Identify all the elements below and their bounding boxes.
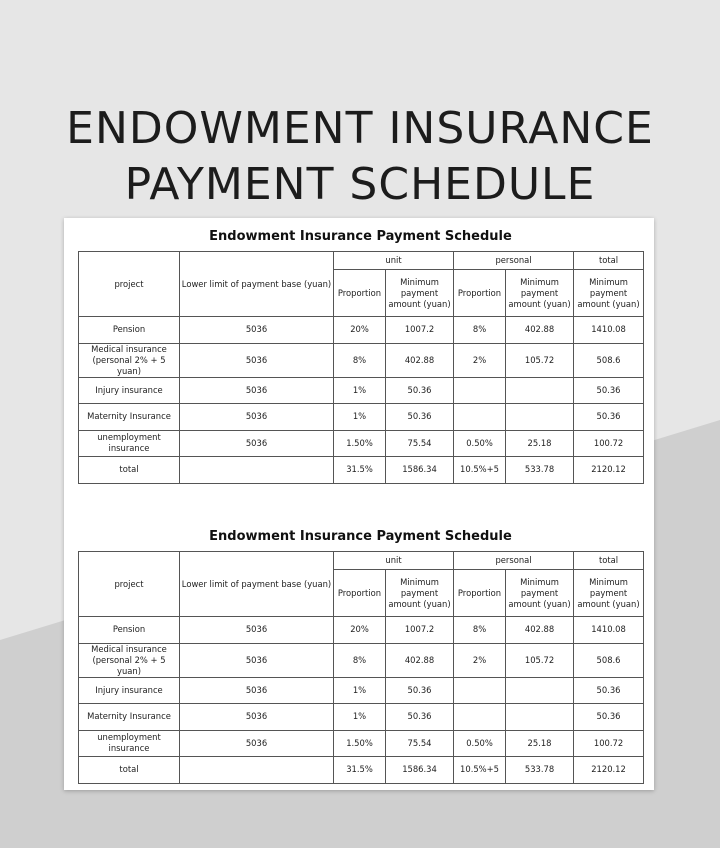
cell-base: 5036 <box>180 404 334 431</box>
spreadsheet-preview <box>64 218 654 790</box>
cell-personal-minimum: 533.78 <box>506 757 574 784</box>
header-unit: unit <box>334 252 454 270</box>
cell-unit-minimum: 75.54 <box>386 430 454 457</box>
cell-unit-minimum: 75.54 <box>386 730 454 757</box>
header-total-minimum: Minimum payment amount (yuan) <box>574 270 644 317</box>
header-personal-proportion: Proportion <box>454 570 506 617</box>
table-row <box>79 677 644 704</box>
cell-base <box>180 457 334 484</box>
cell-project: unemployment insurance <box>79 730 180 757</box>
cell-unit-minimum: 50.36 <box>386 704 454 731</box>
cell-base: 5036 <box>180 677 334 704</box>
cell-unit-proportion: 1% <box>334 677 386 704</box>
cell-personal-proportion: 10.5%+5 <box>454 457 506 484</box>
cell-total: 2120.12 <box>574 457 644 484</box>
cell-personal-proportion: 8% <box>454 317 506 344</box>
cell-personal-proportion: 0.50% <box>454 430 506 457</box>
table-row <box>79 404 644 431</box>
table-row-total <box>79 757 644 784</box>
cell-unit-proportion: 20% <box>334 317 386 344</box>
cell-base: 5036 <box>180 704 334 731</box>
cell-personal-proportion <box>454 704 506 731</box>
schedule-table <box>78 251 644 484</box>
cell-personal-proportion: 8% <box>454 617 506 644</box>
table-title: Endowment Insurance Payment Schedule <box>209 529 512 544</box>
cell-unit-minimum: 1007.2 <box>386 617 454 644</box>
header-unit-proportion: Proportion <box>334 270 386 317</box>
header-unit: unit <box>334 552 454 570</box>
cell-personal-proportion: 2% <box>454 343 506 377</box>
cell-project: Injury insurance <box>79 377 180 404</box>
cell-project: Maternity Insurance <box>79 704 180 731</box>
header-unit-minimum: Minimum payment amount (yuan) <box>386 570 454 617</box>
cell-unit-proportion: 1% <box>334 404 386 431</box>
table-row <box>79 617 644 644</box>
cell-personal-proportion <box>454 404 506 431</box>
cell-project: Pension <box>79 317 180 344</box>
header-base: Lower limit of payment base (yuan) <box>180 552 334 617</box>
cell-total: 50.36 <box>574 377 644 404</box>
cell-personal-proportion <box>454 377 506 404</box>
header-personal: personal <box>454 252 574 270</box>
cell-unit-proportion: 20% <box>334 617 386 644</box>
cell-personal-minimum: 105.72 <box>506 343 574 377</box>
cell-unit-proportion: 31.5% <box>334 757 386 784</box>
cell-personal-minimum: 105.72 <box>506 643 574 677</box>
cell-total: 50.36 <box>574 677 644 704</box>
cell-unit-minimum: 1586.34 <box>386 457 454 484</box>
header-project: project <box>79 552 180 617</box>
cell-base: 5036 <box>180 343 334 377</box>
table-row <box>79 730 644 757</box>
cell-base: 5036 <box>180 317 334 344</box>
schedule-table-block <box>78 226 643 484</box>
cell-project: Pension <box>79 617 180 644</box>
cell-unit-minimum: 50.36 <box>386 377 454 404</box>
table-row <box>79 343 644 377</box>
cell-project: Medical insurance (personal 2% + 5 yuan) <box>79 643 180 677</box>
cell-total: 2120.12 <box>574 757 644 784</box>
cell-base: 5036 <box>180 377 334 404</box>
cell-total: 1410.08 <box>574 617 644 644</box>
header-personal-proportion: Proportion <box>454 270 506 317</box>
header-base: Lower limit of payment base (yuan) <box>180 252 334 317</box>
cell-unit-proportion: 1% <box>334 377 386 404</box>
cell-personal-minimum: 25.18 <box>506 430 574 457</box>
schedule-table <box>78 551 644 784</box>
cell-total: 1410.08 <box>574 317 644 344</box>
cell-base: 5036 <box>180 617 334 644</box>
header-personal-minimum: Minimum payment amount (yuan) <box>506 270 574 317</box>
table-row <box>79 643 644 677</box>
page-title-line-1: ENDOWMENT INSURANCE <box>66 103 654 155</box>
cell-unit-proportion: 1% <box>334 704 386 731</box>
table-row <box>79 377 644 404</box>
cell-unit-proportion: 1.50% <box>334 430 386 457</box>
table-row-total <box>79 457 644 484</box>
header-project: project <box>79 252 180 317</box>
cell-unit-minimum: 1007.2 <box>386 317 454 344</box>
cell-unit-proportion: 8% <box>334 343 386 377</box>
header-total: total <box>574 252 644 270</box>
cell-personal-proportion: 0.50% <box>454 730 506 757</box>
cell-total: 50.36 <box>574 404 644 431</box>
header-personal: personal <box>454 552 574 570</box>
cell-personal-minimum <box>506 677 574 704</box>
cell-project: total <box>79 457 180 484</box>
cell-unit-minimum: 50.36 <box>386 404 454 431</box>
cell-personal-minimum: 25.18 <box>506 730 574 757</box>
page-title-line-2: PAYMENT SCHEDULE <box>124 159 596 211</box>
cell-project: total <box>79 757 180 784</box>
cell-unit-minimum: 402.88 <box>386 643 454 677</box>
header-total-minimum: Minimum payment amount (yuan) <box>574 570 644 617</box>
cell-unit-proportion: 31.5% <box>334 457 386 484</box>
table-row <box>79 704 644 731</box>
cell-total: 50.36 <box>574 704 644 731</box>
cell-personal-minimum <box>506 404 574 431</box>
cell-personal-minimum <box>506 377 574 404</box>
cell-personal-minimum: 402.88 <box>506 317 574 344</box>
cell-personal-minimum: 533.78 <box>506 457 574 484</box>
cell-project: unemployment insurance <box>79 430 180 457</box>
cell-unit-minimum: 50.36 <box>386 677 454 704</box>
cell-unit-minimum: 402.88 <box>386 343 454 377</box>
cell-unit-proportion: 8% <box>334 643 386 677</box>
table-row <box>79 430 644 457</box>
schedule-table-block <box>78 526 643 784</box>
header-total: total <box>574 552 644 570</box>
cell-personal-minimum <box>506 704 574 731</box>
cell-personal-proportion: 2% <box>454 643 506 677</box>
cell-base: 5036 <box>180 730 334 757</box>
header-personal-minimum: Minimum payment amount (yuan) <box>506 570 574 617</box>
cell-project: Maternity Insurance <box>79 404 180 431</box>
cell-total: 508.6 <box>574 343 644 377</box>
cell-personal-proportion: 10.5%+5 <box>454 757 506 784</box>
cell-project: Medical insurance (personal 2% + 5 yuan) <box>79 343 180 377</box>
cell-project: Injury insurance <box>79 677 180 704</box>
page-title <box>0 101 720 213</box>
cell-base <box>180 757 334 784</box>
cell-personal-minimum: 402.88 <box>506 617 574 644</box>
table-row <box>79 317 644 344</box>
cell-base: 5036 <box>180 430 334 457</box>
header-unit-proportion: Proportion <box>334 570 386 617</box>
cell-unit-minimum: 1586.34 <box>386 757 454 784</box>
header-unit-minimum: Minimum payment amount (yuan) <box>386 270 454 317</box>
cell-total: 508.6 <box>574 643 644 677</box>
cell-personal-proportion <box>454 677 506 704</box>
cell-unit-proportion: 1.50% <box>334 730 386 757</box>
cell-total: 100.72 <box>574 730 644 757</box>
table-title: Endowment Insurance Payment Schedule <box>209 229 512 244</box>
cell-total: 100.72 <box>574 430 644 457</box>
cell-base: 5036 <box>180 643 334 677</box>
